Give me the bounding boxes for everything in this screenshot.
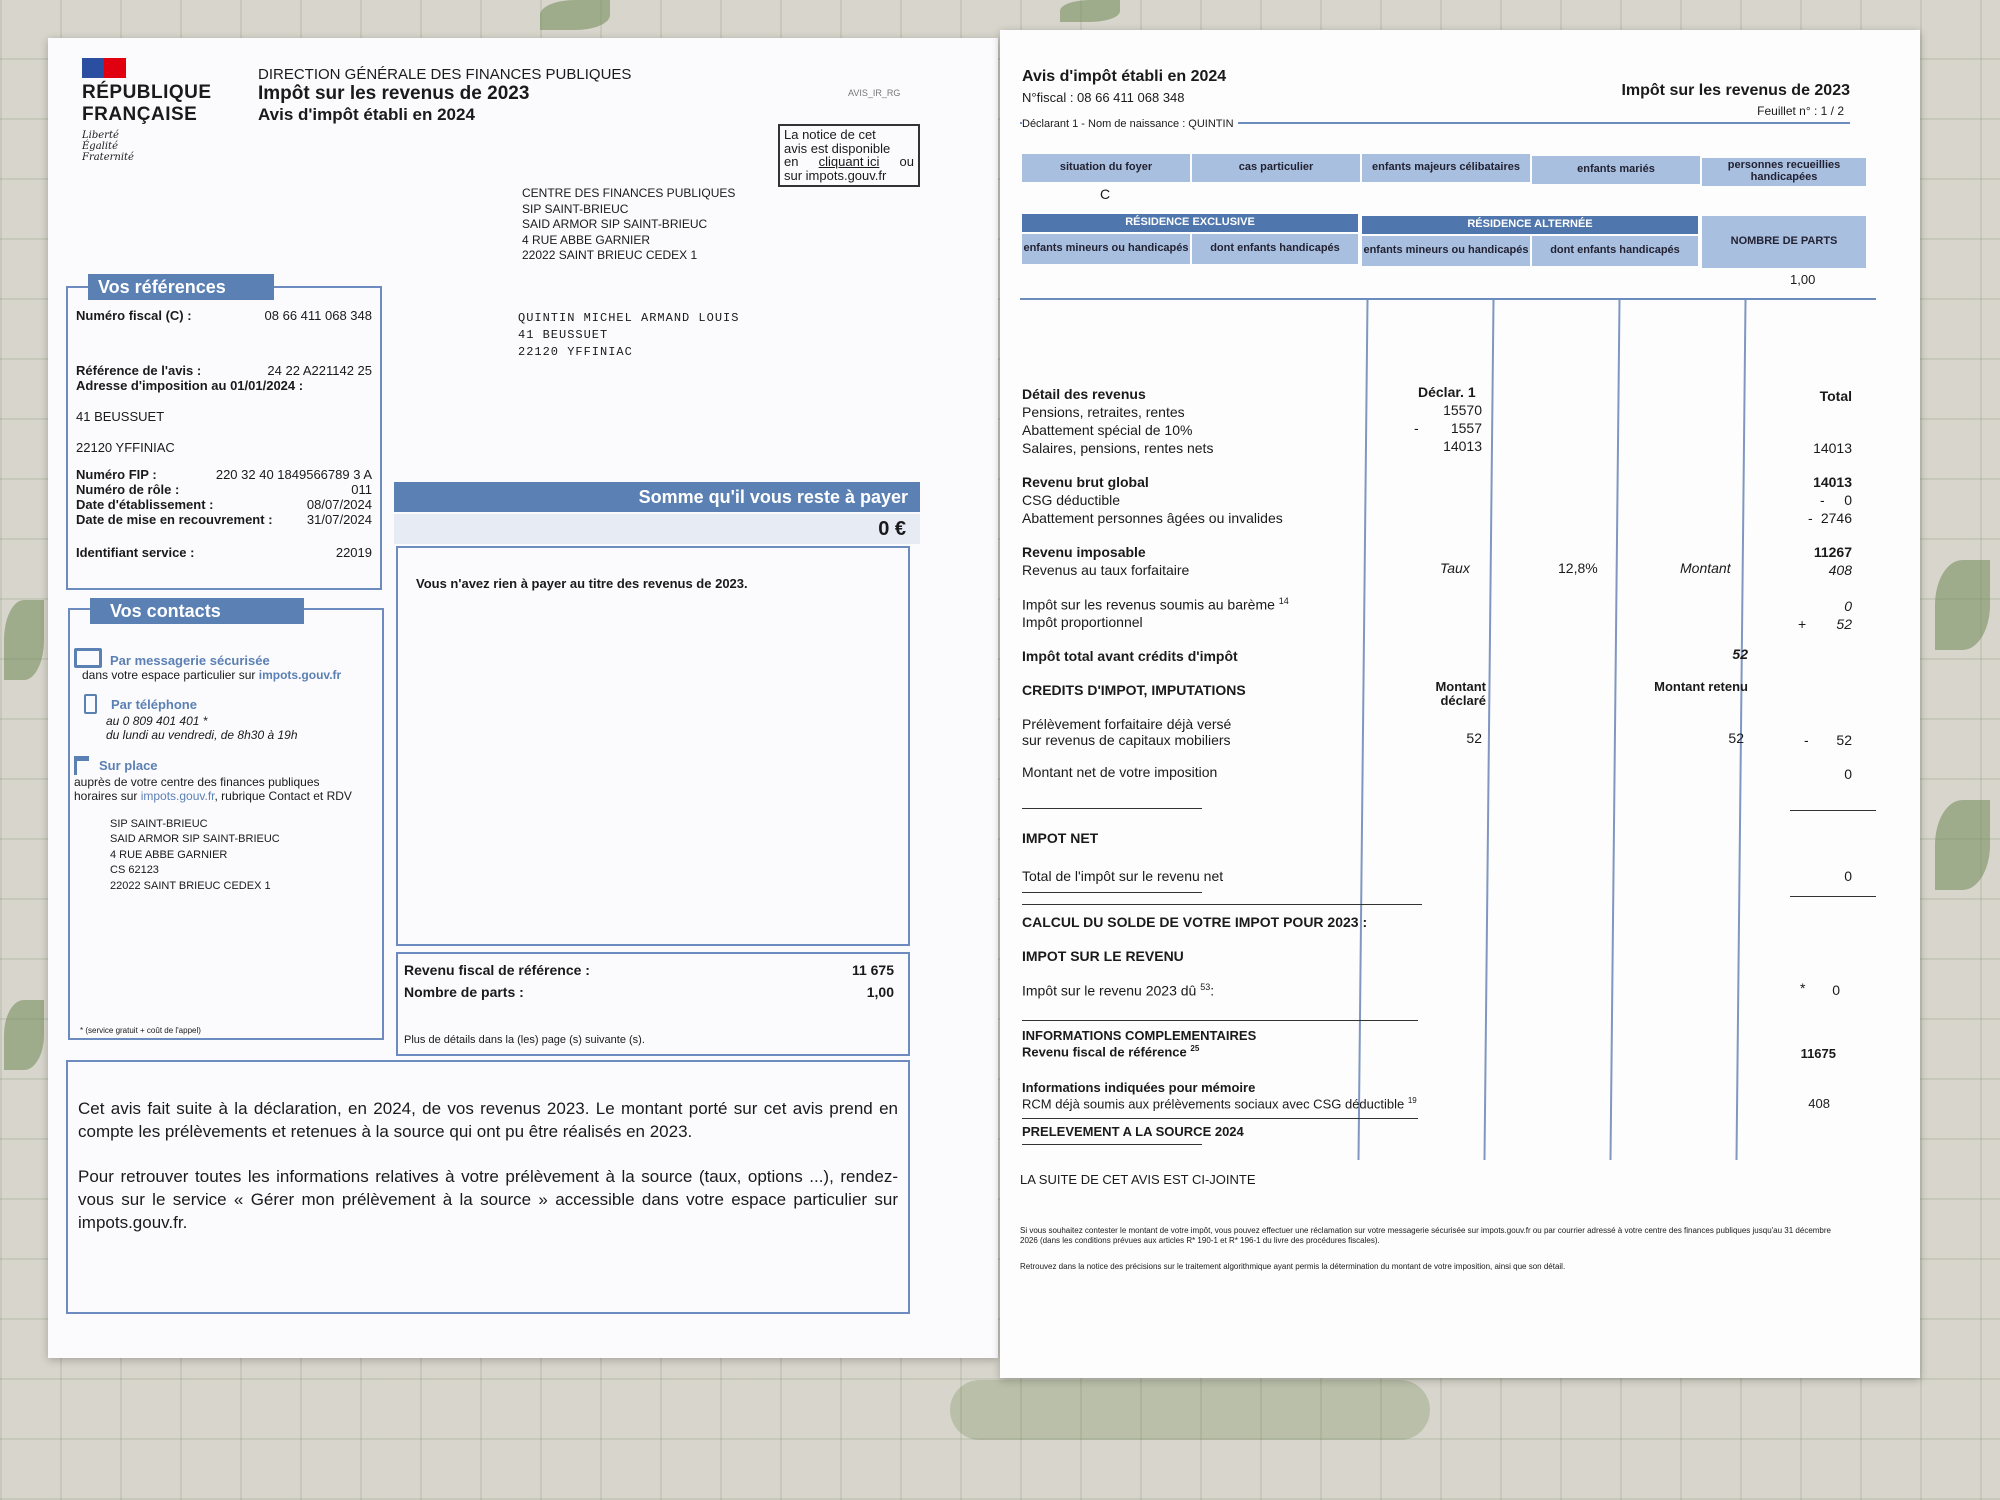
- legal-text-1: Si vous souhaitez contester le montant de votre impôt, vous pouvez effectuer une réclamation sur votre messagerie sécurisée sur impots.gouv.fr ou par courrier adressé à votre centre des finances publiques jusqu'au 31 décembre 2026 (dans les conditions prévues aux articles R* 190-1 et R* 196-1 du livre des procédures fiscales).: [1020, 1226, 1831, 1245]
- tax-notice-page-1: [48, 38, 998, 1358]
- abattement-10-label: Abattement spécial de 10%: [1022, 422, 1193, 438]
- parts-label: Nombre de parts :: [404, 984, 524, 1000]
- sur-place-text2a: horaires sur: [74, 789, 141, 803]
- impot-net-title: IMPOT NET: [1022, 830, 1099, 846]
- hdr-residence-exclusive: RÉSIDENCE EXCLUSIVE: [1022, 214, 1358, 232]
- taux-forfaitaire-total: 408: [1828, 562, 1852, 578]
- abattement-age-total: 2746: [1820, 510, 1852, 526]
- total-avant-credits-value: 52: [1732, 646, 1748, 662]
- foyer-rule: [1020, 298, 1876, 300]
- rule: [1022, 808, 1202, 809]
- taux-value: 12,8%: [1558, 560, 1598, 576]
- tablecloth-leaf: [4, 600, 44, 680]
- rfr-content: [404, 962, 894, 1046]
- pfv-total: 52: [1836, 732, 1852, 748]
- messagerie-text: dans votre espace particulier sur: [82, 668, 259, 682]
- pfv-label-2: sur revenus de capitaux mobiliers: [1022, 732, 1231, 748]
- form-code: AVIS_IR_RG: [848, 88, 901, 98]
- info-paragraph-1: Cet avis fait suite à la déclaration, en 2024, de vos revenus 2023. Le montant porté sur cet avis prend en compte les prélèvements et retenues à la source qui ont pu être réalisés en 2023.: [78, 1099, 898, 1141]
- calcul-solde-title: CALCUL DU SOLDE DE VOTRE IMPOT POUR 2023 :: [1022, 914, 1368, 930]
- sip-line: SIP SAINT-BRIEUC: [110, 818, 208, 830]
- adresse-line1: 41 BEUSSUET: [76, 409, 165, 424]
- nombre-parts-value: 1,00: [1790, 272, 1816, 287]
- pas-title: PRELEVEMENT A LA SOURCE 2024: [1022, 1124, 1244, 1139]
- montant-label: Montant: [1680, 560, 1731, 576]
- role-label: Numéro de rôle :: [76, 482, 180, 497]
- impot-du-total: 0: [1832, 982, 1840, 998]
- hdr-alt-enfants-mineurs: enfants mineurs ou handicapés: [1362, 236, 1530, 266]
- suite-text: LA SUITE DE CET AVIS EST CI-JOINTE: [1020, 1172, 1256, 1187]
- hdr-alt-dont-handicapes: dont enfants handicapés: [1532, 236, 1698, 266]
- fip-label: Numéro FIP :: [76, 467, 157, 482]
- impot-du-text: Impôt sur le revenu 2023 dû: [1022, 982, 1197, 999]
- centre-line: SIP SAINT-BRIEUC: [522, 201, 629, 216]
- impot-revenu-title: IMPOT SUR LE REVENU: [1022, 948, 1184, 964]
- bareme-footnote: 14: [1278, 596, 1289, 606]
- notice-line2: avis est disponible: [784, 140, 891, 156]
- centre-line: CENTRE DES FINANCES PUBLIQUES: [522, 186, 736, 200]
- centre-line: 22022 SAINT BRIEUC CEDEX 1: [522, 248, 698, 263]
- proportionnel-label: Impôt proportionnel: [1022, 614, 1143, 630]
- tablecloth-leaf: [1935, 560, 1990, 650]
- legal-text-2: Retrouvez dans la notice des précisions sur le traitement algorithmique ayant permis la détermination du montant de votre imposition, ainsi que son détail.: [1020, 1262, 1566, 1271]
- sip-line: CS 62123: [110, 864, 159, 877]
- montant-retenu-header: Montant retenu: [1654, 679, 1748, 694]
- rule: [1790, 896, 1876, 897]
- rfr-total: 11675: [1800, 1046, 1836, 1061]
- telephone-title: Par téléphone: [111, 696, 197, 712]
- col-line: [1483, 300, 1494, 1160]
- sur-place-title: Sur place: [99, 758, 158, 773]
- salaires-total: 14013: [1813, 440, 1852, 456]
- service-label: Identifiant service :: [76, 545, 195, 560]
- ref-avis-value: 24 22 A221142 25: [267, 363, 372, 378]
- service-value: 22019: [335, 545, 372, 560]
- notice-subtitle: Avis d'impôt établi en 2024: [258, 105, 475, 124]
- hdr-excl-dont-handicapes: dont enfants handicapés: [1192, 234, 1358, 264]
- sur-place-link[interactable]: impots.gouv.fr: [140, 789, 215, 803]
- impot-du-label: Impôt sur le revenu 2023 dû $^{53}$:: [1022, 982, 1215, 999]
- pfv-sign: -: [1804, 732, 1809, 748]
- right-declarant: Déclarant 1 - Nom de naissance : QUINTIN: [1022, 118, 1238, 130]
- pfv-retenu: 52: [1728, 730, 1744, 746]
- sur-place-text: auprès de votre centre des finances publiques: [74, 775, 320, 789]
- telephone-number: au 0 809 401 401 *: [106, 714, 208, 728]
- etablissement-label: Date d'établissement :: [76, 497, 214, 512]
- pensions-label: Pensions, retraites, rentes: [1022, 404, 1185, 420]
- bareme-text: Impôt sur les revenus soumis au barème: [1022, 596, 1275, 613]
- col-total: Total: [1819, 388, 1852, 404]
- republique-line1: RÉPUBLIQUE: [82, 82, 212, 103]
- recouvrement-value: 31/07/2024: [306, 512, 372, 527]
- impot-du-mark: *: [1800, 980, 1806, 996]
- rule: [1022, 892, 1202, 893]
- revenu-brut-global-total: 14013: [1813, 474, 1852, 490]
- rule: [1022, 1020, 1418, 1021]
- phone-icon: [84, 694, 97, 714]
- revenu-imposable-total: 11267: [1813, 544, 1852, 560]
- rcm-total: 408: [1808, 1096, 1830, 1111]
- abattement-age-sign: -: [1808, 510, 1813, 526]
- rule: [1022, 904, 1422, 905]
- tax-notice-page-2: [1000, 30, 1920, 1378]
- recipient-line: QUINTIN MICHEL ARMAND LOUIS: [518, 311, 740, 325]
- recipient-address: [518, 310, 739, 360]
- notice-link-box[interactable]: [778, 124, 920, 187]
- notice-click-link[interactable]: cliquant ici: [818, 154, 880, 170]
- parts-value: 1,00: [866, 984, 894, 1000]
- sur-place-text2b: , rubrique Contact et RDV: [214, 789, 352, 803]
- header-block: [258, 66, 631, 125]
- memo-title: Informations indiquées pour mémoire: [1022, 1080, 1256, 1095]
- references-title: Vos références: [88, 274, 274, 300]
- payer-message: Vous n'avez rien à payer au titre des revenus de 2023.: [416, 576, 748, 591]
- contacts-content: [74, 648, 374, 894]
- tablecloth-leaf: [4, 1000, 44, 1070]
- taux-label: Taux: [1440, 560, 1470, 576]
- montant-declare-header: Montant déclaré: [1435, 679, 1486, 709]
- computer-icon: [74, 648, 102, 668]
- credits-title: CREDITS D'IMPOT, IMPUTATIONS: [1022, 682, 1246, 698]
- rfr-label: [1022, 1044, 1199, 1059]
- adresse-label: Adresse d'imposition au 01/01/2024 :: [76, 378, 304, 393]
- references-content: [76, 308, 372, 560]
- notice-line4: sur impots.gouv.fr: [784, 167, 887, 183]
- motto-liberte: Liberté: [82, 130, 119, 141]
- recipient-line: 41 BEUSSUET: [518, 327, 609, 342]
- info-paragraph-2: Pour retrouver toutes les informations relatives à votre prélèvement à la source (taux, options ...), rendez-vous sur le service « Gérer mon prélèvement à la source » accessible dans votre espace particulier sur impots.gouv.fr.: [78, 1166, 898, 1232]
- montant-net-total: 0: [1844, 766, 1852, 782]
- direction-title: DIRECTION GÉNÉRALE DES FINANCES PUBLIQUES: [258, 66, 632, 83]
- recipient-line: 22120 YFFINIAC: [518, 344, 633, 359]
- csg-sign: -: [1820, 492, 1825, 508]
- motto-egalite: Égalité: [82, 141, 118, 152]
- total-impot-net-total: 0: [1844, 868, 1852, 884]
- ref-avis-label: Référence de l'avis :: [76, 363, 202, 378]
- hdr-situation-foyer: situation du foyer: [1022, 154, 1190, 182]
- adresse-line2: 22120 YFFINIAC: [76, 440, 175, 455]
- tablecloth-leaf: [1935, 800, 1990, 890]
- revenu-imposable-label: Revenu imposable: [1022, 544, 1146, 560]
- taux-forfaitaire-label: Revenus au taux forfaitaire: [1022, 562, 1190, 578]
- salaires-value: 14013: [1443, 438, 1482, 454]
- bareme-label: [1022, 596, 1289, 613]
- rule: [1790, 810, 1876, 811]
- hdr-enfants-maries: enfants mariés: [1532, 156, 1700, 184]
- contacts-footnote: * (service gratuit + coût de l'appel): [80, 1026, 201, 1035]
- recouvrement-label: Date de mise en recouvrement :: [76, 512, 273, 527]
- tablecloth-leaf: [540, 0, 610, 30]
- rule: [1022, 1118, 1418, 1119]
- right-nfiscal: N°fiscal : 08 66 411 068 348: [1022, 90, 1185, 105]
- abattement-10-value: 1557: [1450, 420, 1482, 436]
- hdr-enfants-majeurs: enfants majeurs célibataires: [1362, 154, 1530, 182]
- sip-address: [110, 817, 374, 894]
- abattement-10-sign: -: [1414, 420, 1419, 436]
- rcm-label: [1022, 1096, 1417, 1111]
- rfr-text: Revenu fiscal de référence: [1022, 1044, 1187, 1060]
- proportionnel-sign: +: [1798, 616, 1807, 632]
- total-avant-credits-label: Impôt total avant crédits d'impôt: [1022, 648, 1238, 664]
- montant-net-label: Montant net de votre imposition: [1022, 764, 1218, 780]
- payer-amount: 0 €: [394, 514, 920, 544]
- rfr-more-details: Plus de détails dans la (les) page (s) suivante (s).: [404, 1034, 645, 1046]
- marianne-logo: [82, 58, 212, 163]
- payer-title: Somme qu'il vous reste à payer: [394, 482, 920, 512]
- total-impot-net-label: Total de l'impôt sur le revenu net: [1022, 868, 1224, 884]
- tax-title: Impôt sur les revenus de 2023: [258, 83, 530, 104]
- notice-line3c: ou: [899, 154, 914, 170]
- rfr-label: Revenu fiscal de référence :: [404, 962, 590, 978]
- sip-line: 22022 SAINT BRIEUC CEDEX 1: [110, 879, 271, 892]
- abattement-age-label: Abattement personnes âgées ou invalides: [1022, 510, 1283, 526]
- messagerie-title: Par messagerie sécurisée: [110, 653, 270, 668]
- hdr-cas-particulier: cas particulier: [1192, 154, 1360, 182]
- contacts-title: Vos contacts: [90, 598, 304, 624]
- payer-box: [396, 546, 910, 946]
- centre-line: SAID ARMOR SIP SAINT-BRIEUC: [522, 217, 708, 232]
- numero-fiscal-label: Numéro fiscal (C) :: [76, 308, 192, 323]
- sip-line: 4 RUE ABBE GARNIER: [110, 848, 228, 861]
- revenu-brut-global-label: Revenu brut global: [1022, 474, 1149, 490]
- detail-title: Détail des revenus: [1022, 386, 1146, 402]
- info-comp-title: INFORMATIONS COMPLEMENTAIRES: [1022, 1028, 1257, 1043]
- etablissement-value: 08/07/2024: [306, 497, 372, 512]
- impot-du-footnote: 53: [1200, 982, 1211, 992]
- situation-foyer-value: C: [1100, 186, 1111, 202]
- centre-line: 4 RUE ABBE GARNIER: [522, 232, 651, 247]
- col-declarant-1: Déclar. 1: [1418, 384, 1476, 400]
- col-line: [1609, 300, 1620, 1160]
- pensions-value: 15570: [1443, 402, 1482, 418]
- telephone-hours: du lundi au vendredi, de 8h30 à 19h: [106, 728, 298, 742]
- right-tax-title: Impôt sur les revenus de 2023: [1621, 82, 1850, 99]
- hdr-personnes-recueillies: personnes recueillies handicapées: [1702, 158, 1866, 186]
- csg-label: CSG déductible: [1022, 492, 1121, 508]
- republique-line2: FRANÇAISE: [82, 104, 198, 125]
- centre-address: [522, 186, 735, 264]
- role-value: 011: [351, 482, 372, 497]
- rfr-footnote: 25: [1190, 1044, 1200, 1053]
- notice-line3a: en: [784, 154, 799, 170]
- tablecloth-leaf: [950, 1380, 1430, 1440]
- rule: [1022, 1144, 1202, 1145]
- tablecloth-leaf: [1060, 0, 1120, 22]
- right-feuillet: Feuillet n° : 1 / 2: [1757, 104, 1844, 118]
- messagerie-link[interactable]: impots.gouv.fr: [258, 668, 342, 682]
- pfv-declare: 52: [1466, 730, 1482, 746]
- hdr-residence-alternee: RÉSIDENCE ALTERNÉE: [1362, 216, 1698, 234]
- rcm-footnote: 19: [1407, 1096, 1417, 1105]
- right-title: Avis d'impôt établi en 2024: [1022, 68, 1227, 85]
- flag-icon: [74, 756, 89, 775]
- salaires-label: Salaires, pensions, rentes nets: [1022, 440, 1214, 456]
- pfv-label-1: Prélèvement forfaitaire déjà versé: [1022, 716, 1232, 732]
- col-line: [1357, 300, 1368, 1160]
- csg-total: 0: [1844, 492, 1852, 508]
- sip-line: SAID ARMOR SIP SAINT-BRIEUC: [110, 833, 280, 846]
- bareme-total: 0: [1844, 598, 1852, 614]
- notice-line1: La notice de cet: [784, 127, 876, 142]
- numero-fiscal-value: 08 66 411 068 348: [264, 308, 372, 323]
- hdr-excl-enfants-mineurs: enfants mineurs ou handicapés: [1022, 234, 1190, 264]
- info-text: [78, 1098, 898, 1235]
- rfr-value: 11 675: [851, 962, 894, 978]
- hdr-nombre-parts: NOMBRE DE PARTS: [1702, 216, 1866, 268]
- proportionnel-total: 52: [1836, 616, 1852, 632]
- motto-fraternite: Fraternité: [82, 152, 134, 163]
- rcm-text: RCM déjà soumis aux prélèvements sociaux avec CSG déductible: [1022, 1096, 1405, 1112]
- fip-value: 220 32 40 1849566789 3 A: [215, 467, 372, 482]
